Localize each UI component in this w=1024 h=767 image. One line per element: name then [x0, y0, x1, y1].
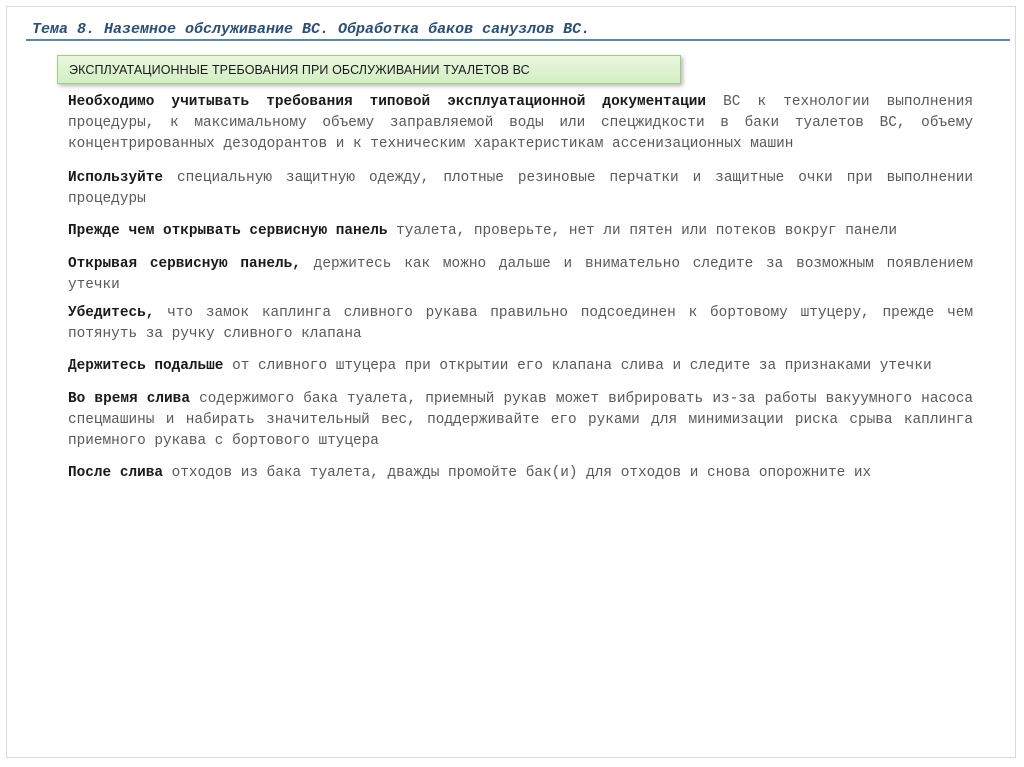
requirement-text: туалета, проверьте, нет ли пятен или потеков вокруг панели	[387, 223, 898, 239]
requirement-text: от сливного штуцера при открытии его клапана слива и следите за признаками утечки	[223, 358, 932, 374]
requirement-lead: Необходимо учитывать требования типовой эксплуатационной документации	[68, 94, 707, 110]
requirement-paragraph	[68, 356, 973, 377]
requirement-text: ВС к технологии выполнения процедуры, к максимальному объему заправляемой воды или спецжидкости в баки туалетов ВС, объему концентрированных дезодорантов и к техническим характеристикам ассенизационных машин	[68, 94, 974, 152]
requirement-lead: Убедитесь,	[68, 305, 155, 321]
requirement-lead: Используйте	[68, 170, 163, 186]
title-underline	[26, 39, 1010, 41]
requirement-paragraph	[68, 303, 973, 345]
requirement-lead: Открывая сервисную панель,	[68, 256, 301, 272]
requirement-paragraph	[68, 221, 973, 242]
requirement-text: держитесь как можно дальше и внимательно следите за возможным появлением утечки	[68, 256, 973, 293]
section-header-box	[57, 55, 681, 84]
requirement-text: содержимого бака туалета, приемный рукав может вибрировать из-за работы вакуумного насоса спецмашины и набирать значительный вес, поддерживайте его руками для минимизации риска срыва каплинга приемного рукава с бортового штуцера	[68, 391, 973, 449]
requirement-paragraph	[68, 254, 973, 296]
requirement-paragraph	[68, 92, 973, 155]
requirement-text: отходов из бака туалета, дважды промойте бак(и) для отходов и снова опорожните их	[163, 465, 872, 481]
requirement-paragraph	[68, 463, 973, 484]
requirement-paragraph	[68, 389, 973, 452]
requirement-text: что замок каплинга сливного рукава правильно подсоединен к бортовому штуцеру, прежде чем потянуть за ручку сливного клапана	[68, 305, 973, 342]
requirement-paragraph	[68, 168, 973, 210]
slide-title: Тема 8. Наземное обслуживание ВС. Обработка баков санузлов ВС.	[32, 21, 591, 38]
requirement-lead: Во время слива	[68, 391, 190, 407]
requirement-lead: Прежде чем открывать сервисную панель	[68, 223, 388, 239]
requirement-lead: После слива	[68, 465, 163, 481]
section-header-label: ЭКСПЛУАТАЦИОННЫЕ ТРЕБОВАНИЯ ПРИ ОБСЛУЖИВАНИИ ТУАЛЕТОВ ВС	[69, 62, 530, 77]
requirement-text: специальную защитную одежду, плотные резиновые перчатки и защитные очки при выполнении процедуры	[68, 170, 973, 207]
requirements-list	[68, 92, 973, 484]
requirement-lead: Держитесь подальше	[68, 358, 224, 374]
